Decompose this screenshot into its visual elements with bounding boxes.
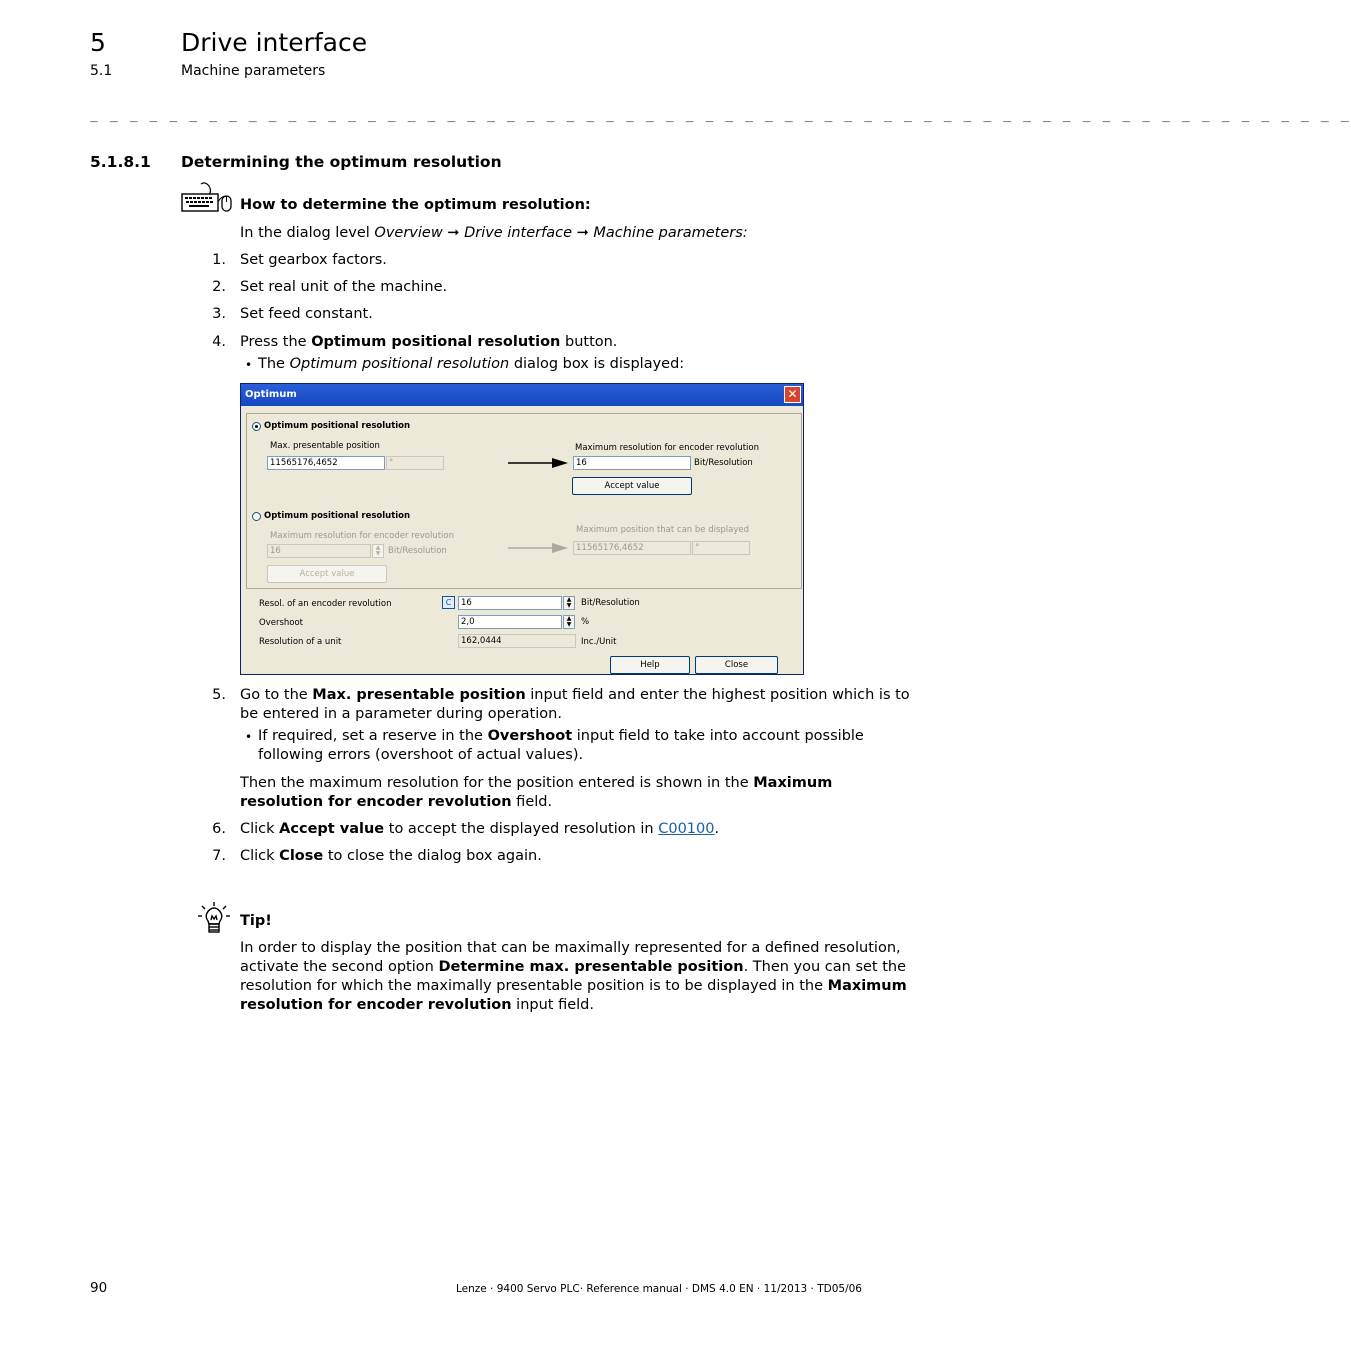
lightbulb-icon — [197, 901, 231, 939]
opt2-res-unit: Bit/Resolution — [388, 546, 447, 556]
keyboard-mouse-icon — [181, 182, 233, 218]
step-text: Set real unit of the machine. — [240, 279, 448, 295]
max-pos-input[interactable]: 11565176,4652 — [267, 456, 385, 470]
resolution-group — [246, 413, 802, 589]
header-separator: _ _ _ _ _ _ _ _ _ _ _ _ _ _ _ _ _ _ _ _ _ _ _ _ _ _ _ _ _ _ _ _ _ _ _ _ _ _ _ _ _ _ _ _ _ _ _ _ _ _ _ _ _ _ _ _ _ _ _ _ _ _ _ _ — [90, 108, 1351, 123]
overshoot-label: Overshoot — [259, 618, 303, 628]
step-number: 4. — [212, 334, 226, 350]
option2-label: Optimum positional resolution — [264, 511, 411, 521]
help-button[interactable]: Help — [610, 656, 690, 674]
close-button[interactable]: Close — [695, 656, 778, 674]
bullet: • — [245, 730, 253, 744]
max-res-field: 16 — [573, 456, 691, 470]
overshoot-input[interactable]: 2,0 — [458, 615, 562, 629]
max-res-unit: Bit/Resolution — [694, 458, 753, 468]
resol-input[interactable]: 16 — [458, 596, 562, 610]
overshoot-unit: % — [581, 617, 590, 627]
dialog-title: Optimum — [245, 389, 297, 400]
option1-radio[interactable] — [252, 422, 261, 431]
accept-value-button-2[interactable]: Accept value — [267, 565, 387, 583]
chapter-number: 5 — [90, 28, 106, 57]
opt2-res-label: Maximum resolution for encoder revolution — [270, 531, 454, 541]
step-text: Set gearbox factors. — [240, 252, 387, 268]
step-text: Go to the Max. presentable position input field and enter the highest position which is to be entered in a parameter during operation. — [240, 687, 910, 722]
step-number: 6. — [212, 821, 226, 837]
resol-label: Resol. of an encoder revolution — [259, 599, 392, 609]
unitres-field: 162,0444 — [458, 634, 576, 648]
c00100-link[interactable]: C00100 — [658, 821, 715, 837]
resol-unit: Bit/Resolution — [581, 598, 640, 608]
howto-title: How to determine the optimum resolution: — [240, 197, 591, 213]
arrow-right-icon — [508, 456, 570, 470]
opt2-res-input[interactable]: 16 — [267, 544, 371, 558]
section-number: 5.1 — [90, 63, 113, 79]
opt2-res-spinner[interactable]: ▲ ▼ — [372, 544, 384, 558]
bullet-text: If required, set a reserve in the Overshoot input field to take into account possible following errors (overshoot of actual values). — [258, 728, 864, 763]
unitres-label: Resolution of a unit — [259, 637, 342, 647]
code-badge[interactable]: C — [442, 596, 455, 609]
step-text: Press the Optimum positional resolution button. — [240, 334, 618, 350]
step-text: Click Accept value to accept the displayed resolution in C00100. — [240, 821, 720, 837]
step-number: 1. — [212, 252, 226, 268]
step-number: 5. — [212, 687, 226, 703]
page-number: 90 — [90, 1280, 108, 1296]
max-res-label: Maximum resolution for encoder revolution — [575, 443, 759, 453]
option2-radio[interactable] — [252, 512, 261, 521]
step5-result-text: Then the maximum resolution for the position entered is shown in the Maximum resolution for encoder revolution field. — [240, 775, 833, 810]
doc-info: Lenze · 9400 Servo PLC· Reference manual · DMS 4.0 EN · 11/2013 · TD05/06 — [455, 1283, 862, 1295]
subsection-title: Determining the optimum resolution — [181, 153, 502, 171]
step-number: 3. — [212, 306, 226, 322]
step-number: 2. — [212, 279, 226, 295]
bullet: • — [245, 358, 253, 372]
close-icon[interactable]: ✕ — [784, 386, 801, 403]
step-text: Click Close to close the dialog box again. — [240, 848, 542, 864]
arrow-right-icon — [508, 541, 570, 555]
resol-spinner[interactable]: ▲ ▼ — [563, 596, 575, 610]
max-pos-unit: ° — [386, 456, 444, 470]
howto-intro: In the dialog level Overview ➞ Drive interface ➞ Machine parameters: — [240, 225, 748, 241]
opt2-pos-unit: ° — [692, 541, 750, 555]
subsection-number: 5.1.8.1 — [90, 153, 151, 171]
dialog-titlebar[interactable] — [241, 384, 803, 406]
chapter-title: Drive interface — [181, 28, 368, 57]
opt2-pos-field: 11565176,4652 — [573, 541, 691, 555]
unitres-unit: Inc./Unit — [581, 637, 617, 647]
section-title: Machine parameters — [181, 63, 326, 79]
tip-title: Tip! — [240, 913, 272, 929]
max-pos-label: Max. presentable position — [270, 441, 380, 451]
tip-text: In order to display the position that can be maximally represented for a defined resolution, activate the second option Determine max. presentable position. Then you can set the resolution for which the maximally presentable position is to be displayed in the Maximum resolution for encoder revolution input field. — [240, 940, 907, 1013]
step-number: 7. — [212, 848, 226, 864]
bullet-text: The Optimum positional resolution dialog box is displayed: — [258, 356, 685, 372]
option1-label: Optimum positional resolution — [264, 421, 411, 431]
optimum-dialog — [240, 383, 804, 675]
overshoot-spinner[interactable]: ▲ ▼ — [563, 615, 575, 629]
step-text: Set feed constant. — [240, 306, 373, 322]
accept-value-button[interactable]: Accept value — [572, 477, 692, 495]
opt2-pos-label: Maximum position that can be displayed — [576, 525, 750, 535]
